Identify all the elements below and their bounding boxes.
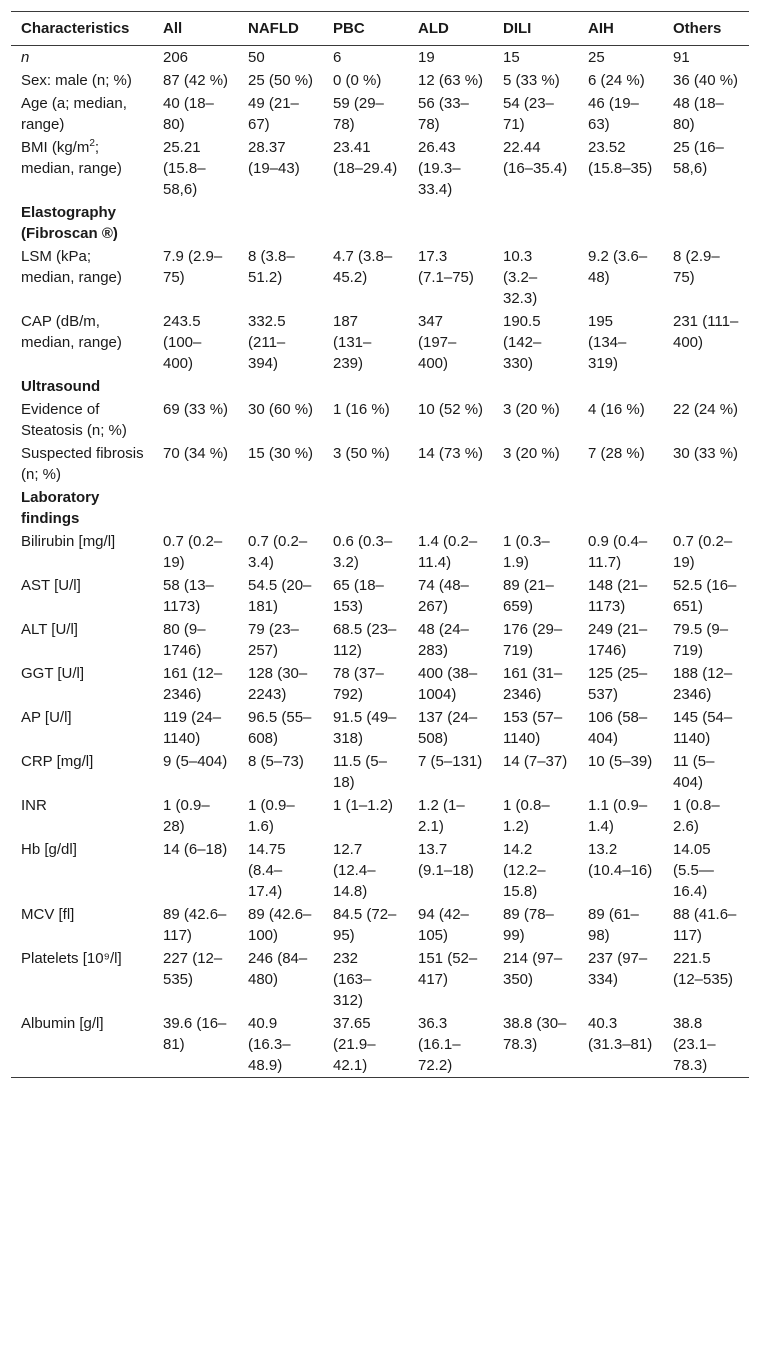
table-cell: 22.44 (16–35.4): [503, 139, 568, 177]
table-cell: 74 (48–267): [418, 577, 469, 615]
table-cell: 36.3 (16.1–72.2): [418, 1015, 461, 1074]
table-cell: 3 (50 %): [333, 445, 390, 462]
table-row: [11, 136, 749, 201]
table-cell: 28.37 (19–43): [248, 139, 300, 177]
table-row: [11, 69, 749, 92]
table-cell: 0.7 (0.2–3.4): [248, 533, 308, 571]
table-row: [11, 1012, 749, 1078]
table-cell: 8 (3.8–51.2): [248, 248, 295, 286]
table-cell: 89 (21–659): [503, 577, 554, 615]
table-cell: 7 (28 %): [588, 445, 645, 462]
table-cell: 7 (5–131): [418, 753, 483, 770]
table-cell: 19: [418, 49, 435, 66]
table-cell: 12.7 (12.4–14.8): [333, 841, 376, 900]
table-cell: 145 (54–1140): [673, 709, 733, 747]
table-cell: 3 (20 %): [503, 401, 560, 418]
row-label: n: [21, 49, 30, 66]
table-cell: 6: [333, 49, 342, 66]
table-cell: 13.2 (10.4–16): [588, 841, 653, 879]
row-label: MCV [fl]: [21, 906, 75, 923]
table-cell: 1 (0.9–28): [163, 797, 210, 835]
column-header-dili: DILI: [503, 20, 532, 37]
empty-cell: [238, 201, 323, 245]
column-header-others: Others: [673, 20, 722, 37]
table-cell: 50: [248, 49, 265, 66]
table-row: [11, 442, 749, 486]
table-cell: 246 (84–480): [248, 950, 308, 988]
table-cell: 0 (0 %): [333, 72, 382, 89]
table-cell: 1 (1–1.2): [333, 797, 394, 814]
table-cell: 49 (21–67): [248, 95, 299, 133]
table-body: [11, 46, 749, 1078]
table-cell: 46 (19–63): [588, 95, 639, 133]
table-cell: 195 (134–319): [588, 313, 627, 372]
table-cell: 151 (52–417): [418, 950, 478, 988]
table-cell: 89 (78–99): [503, 906, 554, 944]
table-cell: 0.7 (0.2–19): [673, 533, 733, 571]
table-cell: 79 (23–257): [248, 621, 299, 659]
table-cell: 89 (61–98): [588, 906, 639, 944]
header-row: [11, 12, 749, 46]
table-cell: 1 (0.8–2.6): [673, 797, 720, 835]
table-cell: 89 (42.6–100): [248, 906, 312, 944]
table-cell: 7.9 (2.9–75): [163, 248, 223, 286]
table-cell: 89 (42.6–117): [163, 906, 227, 944]
table-cell: 59 (29–78): [333, 95, 384, 133]
empty-cell: [578, 375, 663, 398]
table-row: [11, 750, 749, 794]
table-cell: 26.43 (19.3–33.4): [418, 139, 461, 198]
table-cell: 30 (60 %): [248, 401, 314, 418]
table-cell: 4 (16 %): [588, 401, 645, 418]
table-cell: 58 (13–1173): [163, 577, 214, 615]
table-cell: 30 (33 %): [673, 445, 739, 462]
table-cell: 0.9 (0.4–11.7): [588, 533, 648, 571]
table-cell: 17.3 (7.1–75): [418, 248, 474, 286]
row-label-text: ; median, range): [21, 139, 122, 177]
table-cell: 119 (24–1140): [163, 709, 222, 747]
empty-cell: [493, 486, 578, 530]
table-cell: 23.41 (18–29.4): [333, 139, 398, 177]
table-cell: 39.6 (16–81): [163, 1015, 227, 1053]
table-cell: 54.5 (20–181): [248, 577, 312, 615]
table-cell: 221.5 (12–535): [673, 950, 734, 988]
table-cell: 25: [588, 49, 605, 66]
table-cell: 400 (38–1004): [418, 665, 478, 703]
table-cell: 10 (52 %): [418, 401, 484, 418]
table-cell: 106 (58–404): [588, 709, 648, 747]
empty-cell: [153, 486, 238, 530]
row-label: LSM (kPa; median, range): [21, 248, 122, 286]
table-row: [11, 310, 749, 375]
empty-cell: [238, 486, 323, 530]
table-cell: 37.65 (21.9–42.1): [333, 1015, 376, 1074]
table-row: [11, 794, 749, 838]
table-row: [11, 903, 749, 947]
table-cell: 1.4 (0.2–11.4): [418, 533, 478, 571]
column-header-nafld: NAFLD: [248, 20, 299, 37]
table-cell: 25.21 (15.8–58,6): [163, 139, 206, 198]
row-label: Suspected fibrosis (n; %): [21, 445, 144, 483]
empty-cell: [493, 375, 578, 398]
table-cell: 332.5 (211–394): [248, 313, 286, 372]
empty-cell: [408, 201, 493, 245]
table-row: [11, 92, 749, 136]
table-cell: 15 (30 %): [248, 445, 314, 462]
table-cell: 25 (50 %): [248, 72, 314, 89]
table-cell: 1 (0.9–1.6): [248, 797, 295, 835]
table-cell: 9 (5–404): [163, 753, 228, 770]
table-cell: 125 (25–537): [588, 665, 648, 703]
table-cell: 52.5 (16–651): [673, 577, 737, 615]
row-label: Platelets [10⁹/l]: [21, 950, 122, 967]
table-row: [11, 706, 749, 750]
table-cell: 48 (24–283): [418, 621, 469, 659]
table-cell: 176 (29–719): [503, 621, 563, 659]
table-cell: 22 (24 %): [673, 401, 739, 418]
table-cell: 232 (163–312): [333, 950, 372, 1009]
row-label: Albumin [g/l]: [21, 1015, 104, 1032]
column-header-ald: ALD: [418, 20, 449, 37]
table-cell: 6 (24 %): [588, 72, 645, 89]
table-cell: 94 (42–105): [418, 906, 469, 944]
table-row: [11, 947, 749, 1012]
table-cell: 148 (21–1173): [588, 577, 648, 615]
table-cell: 91.5 (49–318): [333, 709, 397, 747]
section-heading: Elastography (Fibroscan ®): [21, 204, 118, 242]
table-cell: 54 (23–71): [503, 95, 554, 133]
table-cell: 91: [673, 49, 690, 66]
table-cell: 128 (30–2243): [248, 665, 308, 703]
row-label: CRP [mg/l]: [21, 753, 94, 770]
table-cell: 243.5 (100–400): [163, 313, 202, 372]
table-cell: 84.5 (72–95): [333, 906, 397, 944]
table-cell: 80 (9–1746): [163, 621, 206, 659]
table-row: [11, 574, 749, 618]
empty-cell: [578, 486, 663, 530]
column-header-aih: AIH: [588, 20, 614, 37]
table-cell: 56 (33–78): [418, 95, 469, 133]
table-cell: 69 (33 %): [163, 401, 229, 418]
table-cell: 188 (12–2346): [673, 665, 733, 703]
row-label: Age (a; median, range): [21, 95, 127, 133]
table-cell: 11.5 (5–18): [333, 753, 387, 791]
table-cell: 14.05 (5.5—16.4): [673, 841, 714, 900]
table-cell: 40.3 (31.3–81): [588, 1015, 653, 1053]
table-cell: 1.2 (1–2.1): [418, 797, 465, 835]
table-cell: 68.5 (23–112): [333, 621, 397, 659]
table-cell: 14 (73 %): [418, 445, 484, 462]
table-cell: 14 (6–18): [163, 841, 228, 858]
table-cell: 4.7 (3.8–45.2): [333, 248, 393, 286]
section-heading: Ultrasound: [21, 378, 101, 395]
row-label: ALT [U/l]: [21, 621, 78, 638]
table-cell: 161 (31–2346): [503, 665, 563, 703]
table-cell: 48 (18–80): [673, 95, 724, 133]
section-row: [11, 201, 749, 245]
row-label: Sex: male (n; %): [21, 72, 132, 89]
table-cell: 79.5 (9–719): [673, 621, 729, 659]
row-label: GGT [U/l]: [21, 665, 85, 682]
table-cell: 153 (57–1140): [503, 709, 563, 747]
table-cell: 3 (20 %): [503, 445, 560, 462]
characteristics-table: [11, 11, 749, 1078]
table-cell: 0.6 (0.3–3.2): [333, 533, 393, 571]
empty-cell: [663, 375, 749, 398]
empty-cell: [238, 375, 323, 398]
row-label: AST [U/l]: [21, 577, 81, 594]
empty-cell: [323, 486, 408, 530]
empty-cell: [408, 486, 493, 530]
table-cell: 15: [503, 49, 520, 66]
table-cell: 38.8 (30–78.3): [503, 1015, 567, 1053]
table-cell: 88 (41.6–117): [673, 906, 737, 944]
table-cell: 25 (16–58,6): [673, 139, 724, 177]
table-cell: 36 (40 %): [673, 72, 739, 89]
column-header-characteristics: Characteristics: [21, 20, 130, 37]
table-cell: 5 (33 %): [503, 72, 560, 89]
row-label-text: BMI (kg/m: [21, 139, 90, 156]
table-row: [11, 530, 749, 574]
table-cell: 161 (12–2346): [163, 665, 223, 703]
table-cell: 23.52 (15.8–35): [588, 139, 653, 177]
table-cell: 214 (97–350): [503, 950, 563, 988]
table-cell: 237 (97–334): [588, 950, 648, 988]
table-cell: 347 (197–400): [418, 313, 457, 372]
empty-cell: [323, 201, 408, 245]
table-cell: 40.9 (16.3–48.9): [248, 1015, 291, 1074]
table-row: [11, 618, 749, 662]
row-label: Evidence of Steatosis (n; %): [21, 401, 127, 439]
row-label: Bilirubin [mg/l]: [21, 533, 116, 550]
table-cell: 1 (0.8–1.2): [503, 797, 550, 835]
row-label: Hb [g/dl]: [21, 841, 77, 858]
table-cell: 12 (63 %): [418, 72, 484, 89]
row-label: INR: [21, 797, 47, 814]
table-cell: 1 (16 %): [333, 401, 390, 418]
table-cell: 13.7 (9.1–18): [418, 841, 474, 879]
table-cell: 11 (5–404): [673, 753, 715, 791]
section-row: [11, 375, 749, 398]
table-row: [11, 46, 749, 70]
table-cell: 78 (37–792): [333, 665, 384, 703]
table-cell: 96.5 (55–608): [248, 709, 312, 747]
table-cell: 231 (111–400): [673, 313, 739, 351]
section-row: [11, 486, 749, 530]
empty-cell: [663, 201, 749, 245]
table-cell: 249 (21–1746): [588, 621, 648, 659]
table-row: [11, 662, 749, 706]
empty-cell: [153, 375, 238, 398]
row-label: AP [U/l]: [21, 709, 72, 726]
table-cell: 8 (5–73): [248, 753, 304, 770]
table-cell: 1 (0.3–1.9): [503, 533, 550, 571]
table-cell: 87 (42 %): [163, 72, 229, 89]
table-cell: 10 (5–39): [588, 753, 653, 770]
empty-cell: [493, 201, 578, 245]
table-cell: 187 (131–239): [333, 313, 372, 372]
table-cell: 70 (34 %): [163, 445, 229, 462]
empty-cell: [408, 375, 493, 398]
table-cell: 65 (18–153): [333, 577, 384, 615]
table-row: [11, 838, 749, 903]
table-cell: 190.5 (142–330): [503, 313, 542, 372]
column-header-pbc: PBC: [333, 20, 365, 37]
table-cell: 40 (18–80): [163, 95, 214, 133]
table-cell: 1.1 (0.9–1.4): [588, 797, 648, 835]
table-cell: 14.2 (12.2–15.8): [503, 841, 546, 900]
row-label: [11, 136, 153, 201]
empty-cell: [153, 201, 238, 245]
table-cell: 9.2 (3.6–48): [588, 248, 648, 286]
table-row: [11, 245, 749, 310]
empty-cell: [578, 201, 663, 245]
table-header: [11, 12, 749, 46]
superscript: 2: [89, 138, 95, 149]
table-cell: 8 (2.9–75): [673, 248, 720, 286]
table-cell: 14 (7–37): [503, 753, 568, 770]
table-row: [11, 398, 749, 442]
table-cell: 137 (24–508): [418, 709, 478, 747]
table-cell: 38.8 (23.1–78.3): [673, 1015, 716, 1074]
empty-cell: [663, 486, 749, 530]
table-cell: 10.3 (3.2–32.3): [503, 248, 538, 307]
column-header-all: All: [163, 20, 183, 37]
table-cell: 0.7 (0.2–19): [163, 533, 223, 571]
table-cell: 206: [163, 49, 189, 66]
row-label: CAP (dB/m, median, range): [21, 313, 122, 351]
table-cell: 227 (12–535): [163, 950, 223, 988]
section-heading: Laboratory findings: [21, 489, 100, 527]
table-cell: 14.75 (8.4–17.4): [248, 841, 286, 900]
empty-cell: [323, 375, 408, 398]
